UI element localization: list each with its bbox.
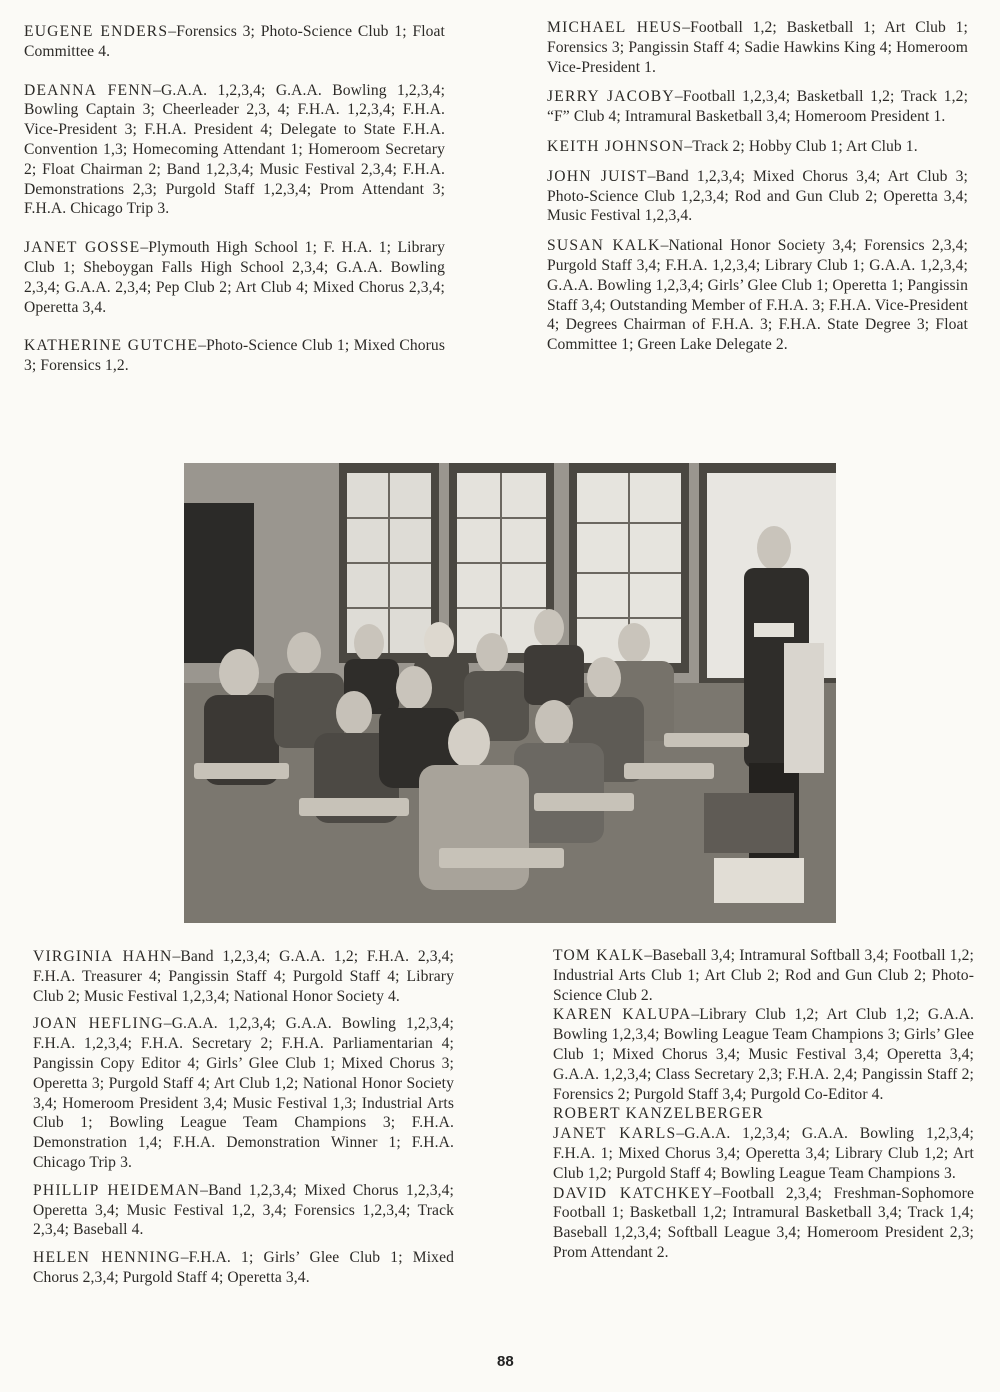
student-activities: Plymouth High School 1; F. H.A. 1; Library Club 1; Sheboygan Falls High School 2,3,4; G.A.A. Bowling 2,3,4; G.A.A. 2,3,4; Pep Club 2; Art Club 4; Mixed Chorus 2,3,4; Operetta 3,4. <box>24 239 445 316</box>
student-name: TOM KALK <box>553 947 645 964</box>
name-separator: – <box>660 237 669 255</box>
name-separator: – <box>644 947 653 964</box>
student-entry <box>553 1005 974 1104</box>
column-bottom-left <box>33 947 454 1296</box>
student-name: KEITH JOHNSON <box>547 137 685 155</box>
student-entry <box>547 236 968 355</box>
student-name: JANET GOSSE <box>24 239 141 257</box>
student-name: HELEN HENNING <box>33 1249 181 1267</box>
classroom-photo <box>184 463 836 923</box>
column-top-right <box>547 18 968 365</box>
student-name: JOAN HEFLING <box>33 1015 164 1033</box>
student-entry <box>553 1124 974 1183</box>
student-activities: G.A.A. 1,2,3,4; G.A.A. Bowling 1,2,3,4; Bowling Captain 3; Cheerleader 2,3, 4; F.H.A. 1,2,3,4; F.H.A. Vice-President 3; F.H.A. President 4; Delegate to State F.H.A. Convention 1,3; Homecoming Attendant 1; Homeroom Secretary 2; Float Chairman 2; Band 1,2,3,4; Music Festival 2,3,4; F.H.A. Demonstrations 2,3; Purgold Staff 1,2,3,4; Prom Attendant 3; F.H.A. Chicago Trip 3. <box>24 81 445 218</box>
student-activities: Band 1,2,3,4; Mixed Chorus 1,2,3,4; Operetta 3,4; Music Festival 1,2, 3,4; Forensics 1,2,3,4; Track 2,3,4; Baseball 4. <box>33 1181 454 1239</box>
student-name: SUSAN KALK <box>547 237 661 255</box>
student-activities: Football 1,2; Basketball 1; Art Club 1; Forensics 3; Pangissin Staff 4; Sadie Hawkins King 4; Homeroom Vice-President 1. <box>547 19 968 76</box>
student-name: EUGENE ENDERS <box>24 23 169 40</box>
student-name: MICHAEL HEUS <box>547 19 683 36</box>
name-separator: – <box>713 1184 722 1202</box>
student-name: DAVID KATCHKEY <box>553 1184 714 1202</box>
student-entry <box>24 336 445 376</box>
student-activities: G.A.A. 1,2,3,4; G.A.A. Bowling 1,2,3,4; F.H.A. 1; Mixed Chorus 3,4; Operetta 3,4; Library Club 1,2; Art Club 1,2; Purgold Staff 4; Bowling League Team Champions 3. <box>553 1125 974 1182</box>
student-activities: Football 2,3,4; Freshman-Sophomore Football 1; Basketball 1,2; Intramural Basketball 3,4; Track 1,4; Baseball 1,2,3,4; Softball League 3,4; Homeroom President 2,3; Prom Attendant 2. <box>553 1184 974 1261</box>
student-activities: Track 2; Hobby Club 1; Art Club 1. <box>692 137 918 155</box>
stacked-books <box>704 793 804 903</box>
radiator <box>784 643 824 773</box>
page-number: 88 <box>497 1353 514 1370</box>
student-entry <box>547 87 968 127</box>
student-entry <box>553 1104 974 1124</box>
student-name: PHILLIP HEIDEMAN <box>33 1181 201 1199</box>
student-activities: Photo-Science Club 1; Mixed Chorus 3; Forensics 1,2. <box>24 337 445 375</box>
student-name: VIRGINIA HAHN <box>33 948 173 965</box>
name-separator: – <box>163 1015 172 1033</box>
student-name: DEANNA FENN <box>24 81 154 99</box>
student-activities: Band 1,2,3,4; Mixed Chorus 3,4; Art Club 3; Photo-Science Club 1,2,3,4; Rod and Gun Club 2; Operetta 3,4; Music Festival 1,2,3,4. <box>547 167 968 225</box>
student-activities: F.H.A. 1; Girls’ Glee Club 1; Mixed Chorus 2,3,4; Purgold Staff 4; Operetta 3,4. <box>33 1249 454 1286</box>
name-separator: – <box>198 337 207 355</box>
name-separator: – <box>676 1125 685 1143</box>
student-name: JERRY JACOBY <box>547 88 675 106</box>
student-entry <box>33 1248 454 1288</box>
student-entry <box>33 1181 454 1240</box>
column-bottom-right <box>553 946 974 1263</box>
student-entry <box>24 81 445 220</box>
name-separator: – <box>153 81 162 99</box>
name-separator: – <box>140 239 149 257</box>
student-entry <box>547 18 968 77</box>
student-name: KATHERINE GUTCHE <box>24 337 199 355</box>
name-separator: – <box>684 137 693 155</box>
student-entry <box>547 167 968 226</box>
student-activities: Forensics 3; Photo-Science Club 1; Float Committee 4. <box>24 23 445 60</box>
student-activities: Football 1,2,3,4; Basketball 1,2; Track 1,2; “F” Club 4; Intramural Basketball 3,4; Homeroom President 1. <box>547 88 968 126</box>
student-activities: Baseball 3,4; Intramural Softball 3,4; Football 1,2; Industrial Arts Club 1; Art Club 2; Rod and Gun Club 2; Photo-Science Club 2. <box>553 947 974 1004</box>
classroom-photo-illustration <box>184 463 836 923</box>
name-separator: – <box>691 1006 700 1024</box>
student-entry <box>553 1184 974 1263</box>
name-separator: – <box>647 167 656 185</box>
student-entry <box>24 22 445 62</box>
student-activities: G.A.A. 1,2,3,4; G.A.A. Bowling 1,2,3,4; F.H.A. 1,2,3,4; F.H.A. Secretary 2; F.H.A. Parliamentarian 4; Pangissin Copy Editor 4; Girls’ Glee Club 1; Mixed Chorus 3; Operetta 3; Purgold Staff 4; Art Club 1,2; National Honor Society 3,4; Homeroom President 3,4; Music Festival 1,3; Industrial Arts Club 1; Bowling League Team Champions 3; F.H.A. Demonstration 1,4; F.H.A. Demonstration Winner 1; F.H.A. Chicago Trip 3. <box>33 1015 454 1171</box>
name-separator: – <box>682 19 691 36</box>
name-separator: – <box>180 1249 189 1267</box>
student-entry <box>553 946 974 1005</box>
name-separator: – <box>168 23 177 40</box>
student-activities: Library Club 1,2; Art Club 1,2; G.A.A. Bowling 1,2,3,4; Bowling League Team Champions 3; Girls’ Glee Club 1; Mixed Chorus 3,4; Music Festival 3,4; Operetta 3,4; G.A.A. 1,2,3,4; Class Secretary 2,3; F.H.A. 2,4; Pangissin Staff 2; Forensics 2; Purgold Staff 3,4; Purgold Co-Editor 4. <box>553 1006 974 1103</box>
name-separator: – <box>674 88 683 106</box>
student-activities: Band 1,2,3,4; G.A.A. 1,2; F.H.A. 2,3,4; F.H.A. Treasurer 4; Pangissin Staff 4; Purgold Staff 4; Library Club 2; Music Festival 1,2,3,4; National Honor Society 4. <box>33 948 454 1005</box>
chalkboard <box>184 503 254 663</box>
student-activities: National Honor Society 3,4; Forensics 2,3,4; Purgold Staff 3,4; F.H.A. 1,2,3,4; Library Club 1; G.A.A. 1,2,3,4; G.A.A. Bowling 1,2,3,4; Girls’ Glee Club 1; Operetta 1; Pangissin Staff 3,4; Outstanding Member of F.H.A. 3; F.H.A. Vice-President 4; Degrees Chairman of F.H.A. 3; F.H.A. State Degree 3; Float Committee 1; Green Lake Delegate 2. <box>547 237 968 354</box>
column-top-left <box>24 22 445 395</box>
name-separator: – <box>172 948 181 965</box>
student-entry <box>547 137 968 157</box>
student-entry <box>24 238 445 317</box>
student-name: JOHN JUIST <box>547 167 648 185</box>
name-separator: – <box>200 1181 209 1199</box>
student-name: KAREN KALUPA <box>553 1006 692 1024</box>
student-name: JANET KARLS <box>553 1125 677 1143</box>
student-entry <box>33 947 454 1006</box>
student-name: ROBERT KANZELBERGER <box>553 1105 764 1123</box>
student-entry <box>33 1014 454 1172</box>
